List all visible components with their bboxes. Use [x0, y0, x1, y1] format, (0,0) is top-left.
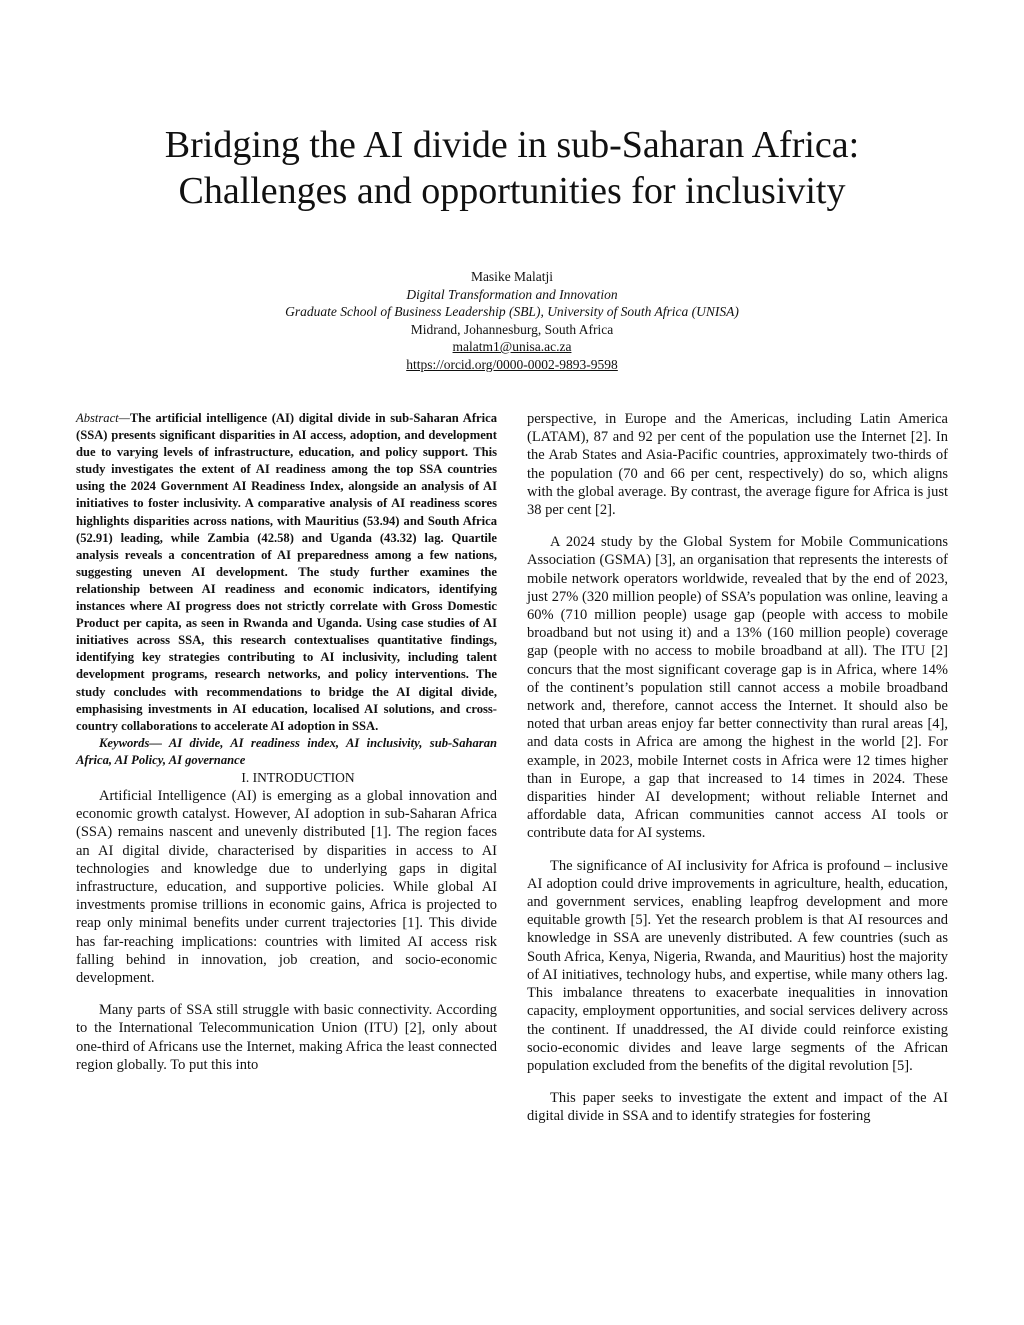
paper-title	[0, 122, 1024, 214]
author-email-link[interactable]: malatm1@unisa.ac.za	[452, 339, 572, 354]
author-location: Midrand, Johannesburg, South Africa	[410, 321, 614, 337]
author-name: Masike Malatji	[470, 269, 554, 284]
intro-paragraph-2: Many parts of SSA still struggle with basic connectivity. According to the International Telecommunication Union (ITU) [2], only about one-third of Africans use the Internet, making Africa the least connected region globally. To put this into	[76, 1002, 497, 1073]
author-orcid-link[interactable]: https://orcid.org/0000-0002-9893-9598	[406, 356, 618, 372]
right-paragraph-2: A 2024 study by the Global System for Mobile Communications Association (GSMA) [3], an organisation that represents the interests of mobile network operators worldwide, revealed that by the end of 2023, just 27% (320 million people) of SSA’s population was online, leaving a 60% (710 million people) usage gap (people with access to mobile broadband but not using it) and a 13% (160 million people) coverage gap (people with no access to mobile broadband at all). The ITU [2] concurs that the most significant coverage gap is in Africa, where 14% of the continent’s population still cannot access a mobile broadband network and, therefore, cannot access the Internet. It should also be noted that urban areas enjoy far better connectivity than rural areas [4], and data costs in Africa are among the highest in the world [2]. For example, in 2023, mobile Internet costs in Africa were 12 times higher than in Europe, a gap that increased to 14 times in 2024. These disparities hinder AI development; without reliable Internet and affordable data, African communities cannot access AI tools or contribute data for AI systems.	[527, 534, 948, 842]
left-column	[76, 410, 497, 1074]
abstract	[76, 410, 497, 735]
right-paragraph-1: perspective, in Europe and the Americas, including Latin America (LATAM), 87 and 92 per cent of the population use the Internet [2]. In the Arab States and Asia-Pacific countries, approximately two-thirds of the population (70 and 66 per cent, respectively) do so, which aligns with the global average. By contrast, the average figure for Africa is just 38 per cent [2].	[527, 411, 948, 519]
abstract-text: The artificial intelligence (AI) digital divide in sub-Saharan Africa (SSA) presents significant disparities in AI access, adoption, and development due to varying levels of infrastructure, education, and policy support. This study investigates the extent of AI readiness among the top SSA countries using the 2024 Government AI Readiness Index, alongside an analysis of AI initiatives to foster inclusivity. A comparative analysis of AI readiness scores highlights disparities across nations, with Mauritius (53.94) and South Africa (52.91) leading, while Zambia (42.58) and Uganda (43.32) lag. Quartile analysis reveals a concentration of AI preparedness among a few nations, suggesting uneven AI development. The study further examines the relationship between AI readiness and economic indicators, identifying instances where AI progress does not strictly correlate with Gross Domestic Product per capita, as seen in Rwanda and Uganda. Using case studies of AI initiatives across SSA, this research contextualises quantitative findings, identifying key strategies contributing to AI inclusivity, including talent development programs, research networks, and policy interventions. The study concludes with recommendations to bridge the AI digital divide, emphasising investments in AI education, localised AI solutions, and cross-country collaborations to accelerate AI adoption in SSA.	[76, 411, 497, 733]
intro-paragraph-1: Artificial Intelligence (AI) is emerging as a global innovation and economic growth catalyst. However, AI adoption in sub-Saharan Africa (SSA) remains nascent and unevenly distributed [1]. The region faces an AI digital divide, characterised by disparities in access to AI technologies and knowledge due to underlying gaps in digital infrastructure, education, and supportive policies. While global AI investments promise trillions in economic gains, Africa is projected to reap only minimal benefits under current trajectories [1]. This divide has far-reaching implications: countries with limited AI access risk falling behind in innovation, job creation, and socio-economic development.	[76, 787, 497, 986]
title-line-2: Challenges and opportunities for inclusivity	[178, 170, 846, 212]
title-line-1: Bridging the AI divide in sub-Saharan Africa:	[164, 124, 860, 166]
section-heading-introduction: I. INTRODUCTION	[241, 769, 355, 785]
right-paragraph-3: The significance of AI inclusivity for Africa is profound – inclusive AI adoption could drive improvements in agriculture, health, education, and government services, enabling leapfrog development and more equitable growth [5]. Yet the research problem is that AI resources and knowledge in SSA are unevenly distributed. A few countries (such as South Africa, Kenya, Nigeria, Rwanda, and Mauritius) host the majority of AI initiatives, technology hubs, and expertise, while many others lag. This imbalance threatens to exacerbate inequalities in innovation capacity, employment opportunities, and social services delivery across the continent. If unaddressed, the AI divide could reinforce existing socio-economic divides and leave large segments of the African population excluded from the benefits of the digital revolution [5].	[527, 857, 948, 1074]
author-department: Digital Transformation and Innovation	[406, 286, 618, 302]
author-school: Graduate School of Business Leadership (SBL), University of South Africa (UNISA)	[285, 304, 739, 319]
author-block	[0, 268, 1024, 373]
right-column	[527, 410, 948, 1126]
abstract-lead: Abstract—	[76, 411, 130, 425]
keywords: Keywords— AI divide, AI readiness index, AI inclusivity, sub-Saharan Africa, AI Policy, AI governance	[76, 735, 497, 767]
right-paragraph-4: This paper seeks to investigate the extent and impact of the AI digital divide in SSA and to identify strategies for fostering	[527, 1090, 948, 1125]
